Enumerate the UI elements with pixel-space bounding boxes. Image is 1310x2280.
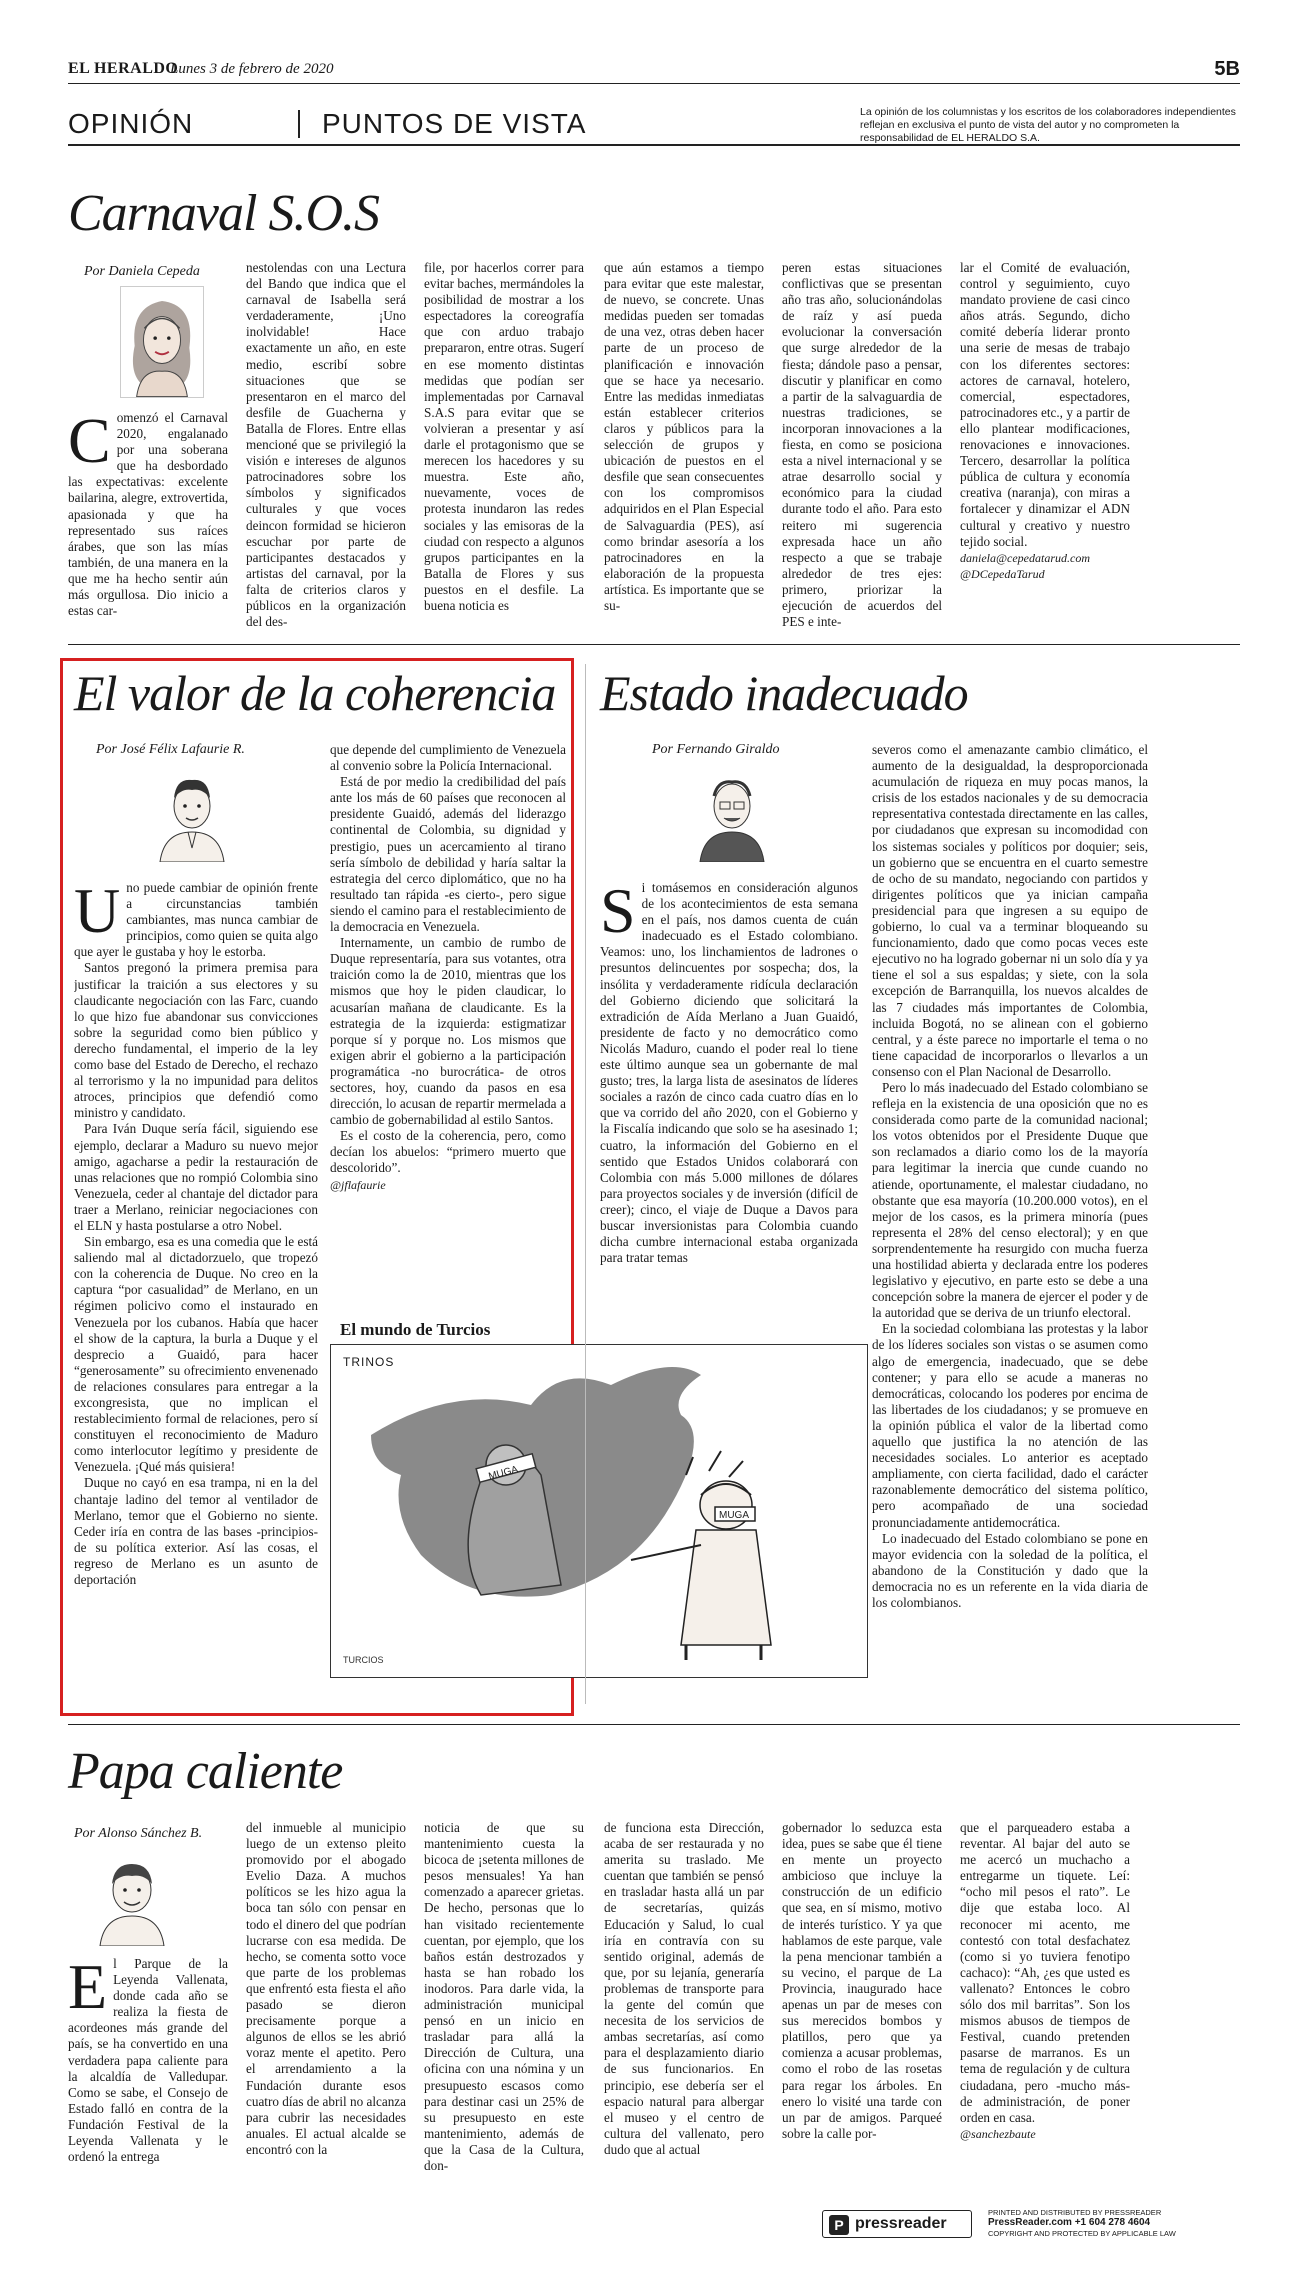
coherencia-text-2d: Es el costo de la coherencia, pero, como decían los abuelos: “primero muerto que descolorido”.	[330, 1128, 566, 1176]
carnaval-text-3: file, por hacerlos correr para evitar baches, mermándoles la posibilidad de mostrar a los espectadores la coreografía que con arduo trabajo prepararon, entre otras. Sugerí en ese momento distintas medidas que podían ser implementadas por Carnaval S.A.S para evitar que se volvieran a presentar y así darle el protagonismo que se merecen los hacedores y su muestra. Este año, nuevamente, voces de protesta inundaron las redes sociales y las emisoras de la ciudad con respecto a algunos grupos participantes en la Batalla de Flores y sus puestos en el desfile. La buena noticia es	[424, 260, 584, 613]
pressreader-logo[interactable]	[822, 2210, 972, 2238]
papa-dropcap: E	[68, 1956, 108, 2022]
papa-byline: Por Alonso Sánchez B.	[74, 1826, 203, 1841]
section-rule-2	[68, 1724, 1240, 1725]
carnaval-text-6: lar el Comité de evaluación, control y seguimiento, cuyo mandato proviene de casi cinco años atrás. Segundo, dicho comité debería liderar pronto una serie de mesas de trabajo con los diferentes sectores: actores de carnaval, hotelero, comercial, espectadores, patrocinadores etc., y a partir de ello plantear modificaciones, renovaciones e innovaciones. Tercero, desarrollar la política pública de cultura y economía creativa (naranja), con miras a fortalecer y dinamizar el ADN cultural y creativo y nuestro tejido social.	[960, 260, 1130, 549]
estado-text-2b: Pero lo más inadecuado del Estado colombiano se refleja en la existencia de una oposición que no es considerada como parte de la comunidad nacional; los votos obtenidos por el Presidente Duque que son reclamados a diario como los de la mayoría para legitimar la inercia que cunde cuando no atiende, oportunamente, el malestar ciudadano, no obstante que esa mayoría (10.200.000 votos), en el mejor de los casos, es la primera minoría (pues representa el 28% del censo electoral); y en que sorprendentemente ha resurgido con mucha fuerza una hostilidad abierta y declarada entre los poderes legislativo y ejecutivo, en parte esto se debe a una concepción sobre la manera de ejercer el poder y de la autoridad que se deriva de un triunfo electoral.	[872, 1079, 1148, 1321]
pressreader-notice	[988, 2208, 1248, 2238]
papa-text-1: l Parque de la Leyenda Vallenata, donde cada año se realiza la fiesta de acordeones más grande del país, se ha convertido en una verdadera papa caliente para la alcaldía de Valledupar. Como se sabe, el Consejo de Estado falló en contra de la Fundación Festival de la Leyenda Vallenata y le ordenó la entrega	[68, 1956, 228, 2165]
section-header	[68, 104, 1240, 146]
estado-column-1	[600, 880, 858, 1310]
estado-dropcap: S	[600, 880, 636, 946]
alonso-sanchez-portrait	[90, 1850, 174, 1946]
papa-text-3: noticia de que su mantenimiento cuesta la bicoca de ¡setenta millones de pesos mensuales! Ya han comenzado a aparecer grietas. De hecho, personas que lo han visitado recientemente cuentan, por ejemplo, que los baños están destrozados y hasta se han robado los inodoros. Para darle vida, la administración municipal pensó en un inicio en trasladar para allá la Dirección de Cultura, una oficina con una nómina y un presupuesto escasos como para destinar casi un 25% de su presupuesto en este mantenimiento, además de que la Casa de la Cultura, don-	[424, 1820, 584, 2173]
cartoon-panel	[330, 1344, 868, 1678]
papa-headline: Papa caliente	[68, 1743, 343, 1800]
carnaval-text-4: que aún estamos a tiempo para evitar que este malestar, de nuevo, se concrete. Unas medidas pueden ser tomadas de una vez, otras deben hacer parte de un proceso de planificación e innovación que se hace ya necesario. Entre las medidas inmediatas están establecer criterios claros y públicos para la selección de grupos y ubicación de puestos en el desfile que sean consecuentes con los compromisos adquiridos en el Plan Especial de Salvaguardia (PES), así como brindar asesoría a los patrocinadores en la elaboración de la propuesta artística. Es importante que se su-	[604, 260, 764, 613]
estado-text-1: i tomásemos en consideración algunos de los acontecimientos de esta semana en el país, nos damos cuenta de cuán inadecuado es el Estado colombiano. Veamos: uno, los linchamientos de ladrones o presuntos delincuentes por sospecha; dos, la insólita y verdaderamente ridícula declaración del Gobierno diciendo que solicitará la extradición de Aída Merlano a Juan Guaidó, presidente de facto y no democrático como Nicolás Maduro, cuando el poder real lo tiene este último aunque sea un gobernante de mal gusto; tres, la larga lista de asesinatos de líderes sociales a razón de cinco cada cuatro días en lo que va corrido del año 2020, con el Gobierno y la Fiscalía indicando que solo se ha asesinado 1; cuatro, la información del Gobierno en el sentido que Estados Unidos colaborará con Colombia con más 5.000 millones de dólares para proyectos sociales y de inversión (difícil de creer); cinco, el viaje de Duque a Davos para buscar inversionistas para Colombia cuando dicha cumbre internacional estaba organizada para tratar temas	[600, 880, 858, 1266]
pressreader-footer	[822, 2206, 1242, 2244]
issue-date: Lunes 3 de febrero de 2020	[170, 61, 334, 77]
pressreader-line-2: PressReader.com +1 604 278 4604	[988, 2217, 1151, 2228]
coherencia-byline: Por José Félix Lafaurie R.	[96, 742, 245, 757]
section-name: OPINIÓN	[68, 108, 194, 139]
coherencia-text-1d: Sin embargo, esa es una comedia que le está saliendo mal al dictadorzuelo, que tropezó con la coherencia de Duque. No creo en la captura “por casualidad” de Merlano, en un régimen policivo como el instaurado en Venezuela por los cubanos. Había que hacer el show de la captura, la burla a Duque y el desprecio a Guaidó, para hacer “generosamente” su ofrecimiento envenenado de relaciones consulares para entregar a la excongresista, que no implican el restablecimiento formal de relaciones, pero sí constituyen el reconocimiento de Maduro como interlocutor legítimo y presidente de Venezuela. ¡Qué más quisiera!	[74, 1234, 318, 1475]
papa-handle: @sanchezbaute	[960, 2126, 1036, 2141]
papa-column-3	[424, 1820, 584, 2206]
estado-text-2a: severos como el amenazante cambio climático, el aumento de la desigualdad, la desproporcionada acumulación de riqueza en muy pocas manos, la crisis de los estados nacionales y de su democracia representativa contestada directamente en las calles, por ciudadanos que expresan su incomodidad con los sistemas sociales y políticos por doquier; seis, un gobierno que se encuentra en el cuarto semestre de ocho de su mandato, negociando con partidos y dirigentes políticos que ya inician campaña presidencial para que ingresen a su equipo de gobierno, lo cual va a terminar bloqueando su funcionamiento, dado que como pocas veces este ejecutivo no ha logrado gobernar ni un solo día y ya tiene el sol a sus espaldas; y siete, con la sola excepción de Barranquilla, los nuevos alcaldes de las 7 ciudades más importantes de Colombia, incluida Bogotá, no se alinean con el gobierno central, y a éste parece no importarle el tema o no tiene capacidad de incorporarlos o llevarlos a un consenso con el Plan Nacional de Desarrollo.	[872, 742, 1148, 1079]
section-disclaimer: La opinión de los columnistas y los escritos de los colaboradores independientes reflejan en exclusiva el punto de vista del autor y no comprometen la responsabilidad de EL HERALDO S.A.	[860, 106, 1236, 144]
papa-column-1	[68, 1956, 228, 2206]
coherencia-text-1c: Para Iván Duque sería fácil, siguiendo ese ejemplo, declarar a Maduro su nuevo mejor amigo, agacharse a pedir la restauración de unas relaciones que no rompió Colombia sino Venezuela, ceder al chantaje del dictador para traer a Merlano, reiniciar negociaciones con el ELN y hasta postularse a otro Nobel.	[74, 1121, 318, 1233]
estado-byline: Por Fernando Giraldo	[652, 742, 780, 757]
carnaval-headline: Carnaval S.O.S	[68, 185, 379, 242]
coherencia-text-1a: no puede cambiar de opinión frente a circunstancias también cambiantes, mas nunca cambiar de principios, como quien se quita algo que ayer le gustaba y hoy le estorba.	[74, 880, 318, 960]
pressreader-brand: pressreader	[855, 2215, 947, 2232]
carnaval-dropcap: C	[68, 410, 111, 476]
carnaval-text-2: nestolendas con una Lectura del Bando que indica que el carnaval de Isabella será verdaderamente, ¡Uno inolvidable! Hace exactamente un año, en este medio, escribí sobre situaciones que se presentaron en el marco del desfile de Guacherna y Batalla de Flores. Entre ellas mencioné que se privilegió la visión e intereses de algunos patrocinadores sobre los símbolos y significados culturales y que voces deincon formidad se hicieron escuchar por parte de participantes destacados y artistas del carnaval, por la falta de criterios claros y públicos en la organización del des-	[246, 260, 406, 630]
carnaval-byline: Por Daniela Cepeda	[84, 264, 200, 279]
carnaval-email: daniela@cepedatarud.com	[960, 550, 1091, 565]
cartoon-signature: TURCIOS	[343, 1655, 384, 1665]
estado-text-2c: En la sociedad colombiana las protestas y la labor de los líderes sociales son vistas o se asumen como algo de emergencia, inadecuado, que se debe contener; y para ello se acude a maneras no democráticas, colocando los poderes por encima de las libertades de los ciudadanos; y se promueve en la opinión pública el valor de la libertad como aquello que justifica la no atención de las necesidades sociales. Lo anterior es aceptado ampliamente, con cierta facilidad, dado el carácter razonablemente democrático del sistema político, pero acompañado de una sociedad pronunciadamente antidemocrática.	[872, 1321, 1148, 1530]
pressreader-icon: P	[829, 2215, 849, 2235]
portrait-illustration-icon	[690, 766, 774, 862]
estado-column-2	[872, 742, 1148, 1708]
page-number: 5B	[1214, 58, 1240, 80]
jose-felix-lafaurie-portrait	[150, 766, 234, 862]
estado-headline: Estado inadecuado	[600, 665, 968, 721]
papa-text-6: que el parqueadero estaba a reventar. Al bajar del auto se me acercó un muchacho a entregarme un tiquete. Leí: “ocho mil pesos el rato”. Le dije que estaba loco. Al reconocer mi acento, me contestó con total desfachatez (como si yo tuviera fenotipo cachaco): “Ah, ¿es que usted es vallenato? Entonces le cobro sólo dos mil barritas”. Son los mismos abusos de tiempos de Festival, cuando pretenden pasarse de marranos. Es un tema de regulación y de cultura ciudadana, pero -mucho más- de administración, de poner orden en casa.	[960, 1820, 1130, 2125]
coherencia-column-2	[330, 742, 566, 1282]
section-subname: PUNTOS DE VISTA	[322, 108, 587, 139]
carnaval-column-2	[246, 260, 406, 630]
portrait-illustration-icon	[90, 1850, 174, 1946]
cartoon-sign-2: MUGA	[719, 1510, 749, 1521]
carnaval-column-1	[68, 410, 228, 630]
papa-column-4	[604, 1820, 764, 2206]
section-divider	[298, 110, 300, 138]
cartoon-tag: TRINOS	[343, 1355, 395, 1369]
column-divider	[585, 664, 586, 1704]
coherencia-handle: @jflafaurie	[330, 1177, 386, 1192]
coherencia-text-2b: Está de por medio la credibilidad del país ante los más de 60 países que reconocen al presidente Guaidó, además del liderazgo continental de Colombia, su dignidad y prestigio, pues un acercamiento al tirano sería símbolo de debilidad y haría saltar la estrategia del cerco diplomático, que no ha resultado tan rápida -es cierto-, pero sigue siendo el camino para el restablecimiento de la democracia en Venezuela.	[330, 774, 566, 935]
carnaval-column-5	[782, 260, 942, 630]
pressreader-line-1: PRINTED AND DISTRIBUTED BY PRESSREADER	[988, 2208, 1162, 2217]
coherencia-headline: El valor de la coherencia	[74, 665, 556, 721]
newspaper-brand: EL HERALDO	[68, 60, 179, 77]
coherencia-dropcap: U	[74, 880, 121, 946]
papa-text-2: del inmueble al municipio luego de un extenso pleito promovido por el abogado Evelio Daza. A muchos políticos se les hizo agua la boca tan sólo con pensar en todo el dinero del que podrían lucrarse con esa medida. De hecho, se comenta sotto voce que parte de los problemas que enfrentó esta fiesta el año pasado se dieron precisamente porque a algunos de ellos se les abrió voraz mente el apetito. Pero el arrendamiento a la Fundación durante esos cuatro días de abril no alcanza para cubrir las necesidades anuales. El actual alcalde se encontró con la	[246, 1820, 406, 2157]
carnaval-handle: @DCepedaTarud	[960, 566, 1045, 581]
coherencia-text-1b: Santos pregonó la primera premisa para justificar la traición a sus electores y su claudicante negociación con las Farc, cuando lo que hizo fue abandonar sus convicciones sobre la seguridad como bien público y derecho fundamental, el imperio de la ley como base del Estado de Derecho, el rechazo al terrorismo y la no impunidad para delitos atroces, principios que defendió como ministro y candidato.	[74, 960, 318, 1121]
carnaval-text-5: peren estas situaciones conflictivas que se presentan año tras año, solucionándolas de raíz y así pueda evolucionar la conversación que surge alrededor de la fiesta; dándole paso a pensar, discutir y planificar en como a partir de la salvaguardia de nuestras tradiciones, se incorporan innovaciones a la fiesta, en como se posiciona esta a nivel internacional y se atrae desarrollo social y económico para la ciudad durante todo el año. Para esto reitero mi sugerencia expresada hace un año respecto a que se trabaje alrededor de tres ejes: primero, priorizar la ejecución de acuerdos del PES e inte-	[782, 260, 942, 630]
coherencia-column-1	[74, 880, 318, 1708]
carnaval-text-1: omenzó el Carnaval 2020, engalanado por una soberana que ha desbordado las expectativas: excelente bailarina, alegre, extrovertida, apasionada y que ha representado sus raíces árabes, que son las mías también, de una manera en la que me ha hecho sentir aún más orgullosa. Dio inicio a estas car-	[68, 410, 228, 619]
carnaval-column-3	[424, 260, 584, 630]
coherencia-text-1e: Duque no cayó en esa trampa, ni en la del chantaje ladino del temor al ventilador de Merlano, temor que el Gobierno no siente. Ceder iría en contra de las bases -principios- de su política exterior. Así las cosas, el regreso de Merlano es un asunto de deportación	[74, 1475, 318, 1588]
papa-column-6	[960, 1820, 1130, 2200]
cartoon-illustration-icon	[331, 1345, 867, 1677]
pressreader-line-3: COPYRIGHT AND PROTECTED BY APPLICABLE LAW	[988, 2229, 1176, 2238]
coherencia-text-2c: Internamente, un cambio de rumbo de Duque representaría, para sus votantes, otra traición como la de 2010, mientras que los mismos que hoy le piden claudicar, lo acusarían mañana de claudicante. Es la estrategia de la izquierda: estigmatizar porque sí y porque no. Los mismos que exigen abrir el gobierno a la participación programática -no burocrática- de otros sectores, hoy, cuando da pasos en esa dirección, lo acusan de repartir mermelada a cambio de gobernabilidad al estilo Santos.	[330, 935, 566, 1128]
cartoon-sign-1: MUGA	[487, 1464, 520, 1483]
portrait-illustration-icon	[150, 766, 234, 862]
masthead	[68, 58, 1240, 84]
daniela-cepeda-portrait	[120, 286, 204, 398]
portrait-illustration-icon	[121, 287, 203, 397]
papa-text-4: de funciona esta Dirección, acaba de ser restaurada y no amerita su traslado. Me cuentan que también se pensó en trasladar hasta allá un par de secretarías, quizás Educación y Salud, lo cual iría en contravía con su sentido original, además de que, por su lejanía, generaría problemas de transporte para la gente del común que necesita de los servicios de ambas secretarías, así como para el desplazamiento diario de sus funcionarios. En principio, ese debería ser el espacio natural para albergar el museo y el centro de cultura del vallenato, pero dudo que al actual	[604, 1820, 764, 2157]
estado-text-2d: Lo inadecuado del Estado colombiano se pone en mayor evidencia con la soledad de la política, el abandono de la Constitución y dado que la democracia no es un referente en la vida diaria de los colombianos.	[872, 1530, 1148, 1610]
carnaval-column-6	[960, 260, 1130, 630]
section-rule-1	[68, 644, 1240, 645]
papa-column-5	[782, 1820, 942, 2206]
fernando-giraldo-portrait	[690, 766, 774, 862]
papa-text-5: gobernador lo seduzca esta idea, pues se sabe que él tiene en mente un proyecto ambicioso que incluye la construcción de un edificio que sea, en sí mismo, motivo de interés turístico. Y ya que hablamos de este parque, vale la pena mencionar también a su vecino, el parque de La Provincia, inaugurado hace apenas un par de meses con sus merecidos bombos y platillos, pero que ya comienza a acusar problemas, como el robo de las rosetas para regar los árboles. En enero lo visité una tarde con un par de amigos. Parqueé sobre la calle por-	[782, 1820, 942, 2141]
cartoon-title: El mundo de Turcios	[340, 1320, 491, 1339]
papa-column-2	[246, 1820, 406, 2206]
coherencia-text-2a: que depende del cumplimiento de Venezuela al convenio sobre la Policía Internacional.	[330, 742, 566, 774]
carnaval-column-4	[604, 260, 764, 630]
